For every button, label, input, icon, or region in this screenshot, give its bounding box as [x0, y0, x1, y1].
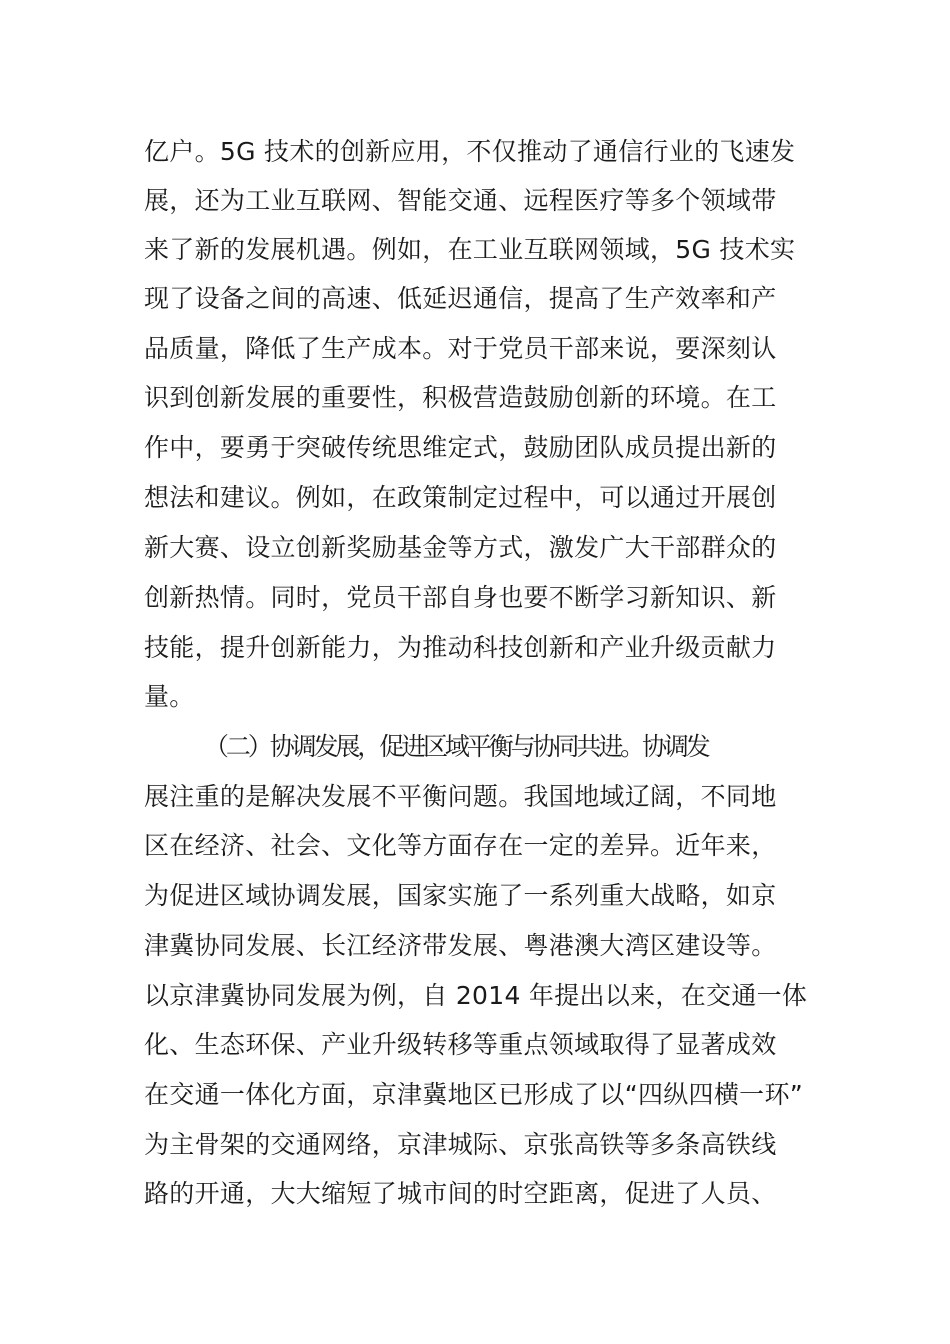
- paragraph-line: 展，还为工业互联网、智能交通、远程医疗等多个领域带: [144, 186, 777, 215]
- paragraph-line: 以京津冀协同发展为例，自 2014 年提出以来，在交通一体: [144, 981, 808, 1010]
- paragraph-line: 现了设备之间的高速、低延迟通信，提高了生产效率和产: [144, 284, 777, 313]
- paragraph-line: 展注重的是解决发展不平衡问题。我国地域辽阔，不同地: [144, 782, 777, 811]
- paragraph-line: 为促进区域协调发展，国家实施了一系列重大战略，如京: [144, 881, 777, 910]
- paragraph-line: 化、生态环保、产业升级转移等重点领域取得了显著成效: [144, 1030, 777, 1059]
- paragraph-line: 津冀协同发展、长江经济带发展、粤港澳大湾区建设等。: [144, 931, 777, 960]
- paragraph-line: 路的开通，大大缩短了城市间的时空距离，促进了人员、: [144, 1179, 777, 1208]
- paragraph-line: 区在经济、社会、文化等方面存在一定的差异。近年来，: [144, 831, 777, 860]
- paragraph-line: 品质量，降低了生产成本。对于党员干部来说，要深刻认: [144, 334, 777, 363]
- paragraph-line: 识到创新发展的重要性，积极营造鼓励创新的环境。在工: [144, 383, 777, 412]
- paragraph-line: 新大赛、设立创新奖励基金等方式，激发广大干部群众的: [144, 533, 777, 562]
- paragraph-line: 亿户。5G 技术的创新应用，不仅推动了通信行业的飞速发: [144, 137, 796, 166]
- paragraph-line: 为主骨架的交通网络，京津城际、京张高铁等多条高铁线: [144, 1130, 777, 1159]
- paragraph-line: 创新热情。同时，党员干部自身也要不断学习新知识、新: [144, 583, 777, 612]
- paragraph-line: 作中，要勇于突破传统思维定式，鼓励团队成员提出新的: [144, 433, 777, 462]
- paragraph-line: 在交通一体化方面，京津冀地区已形成了以“四纵四横一环”: [144, 1080, 804, 1109]
- section-heading-line: （二）协调发展，促进区域平衡与协同共进。协调发: [204, 732, 708, 761]
- paragraph-line: 量。: [144, 682, 195, 711]
- paragraph-line: 技能，提升创新能力，为推动科技创新和产业升级贡献力: [144, 633, 777, 662]
- paragraph-line: 想法和建议。例如，在政策制定过程中，可以通过开展创: [144, 483, 777, 512]
- paragraph-line: 来了新的发展机遇。例如，在工业互联网领域，5G 技术实: [144, 235, 796, 264]
